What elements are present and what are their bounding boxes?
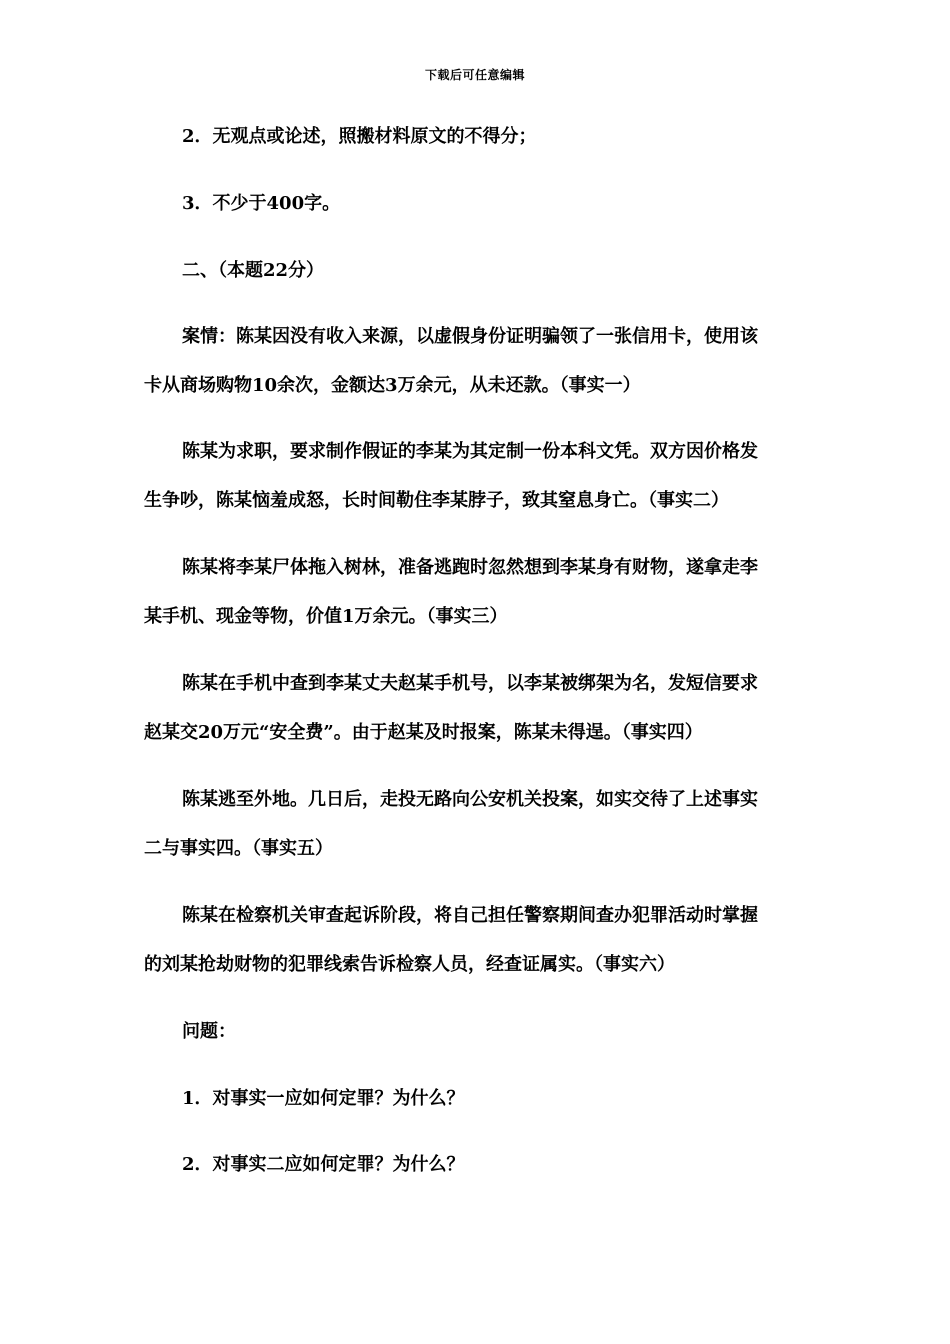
question-2: 2．对事实二应如何定罪？为什么？: [182, 1154, 465, 1175]
page-header: 下载后可任意编辑: [424, 68, 525, 82]
question-1: 1．对事实一应如何定罪？为什么？: [182, 1088, 465, 1109]
fact-3-line-1: 陈某将李某尸体拖入树林，准备逃跑时忽然想到李某身有财物，遂拿走李: [182, 557, 758, 578]
fact-3-line-2: 某手机、现金等物，价值1万余元。（事实三）: [144, 606, 508, 627]
case-paragraph-line-2: 卡从商场购物10余次，金额达3万余元，从未还款。（事实一）: [144, 375, 641, 396]
fact-5-line-1: 陈某逃至外地。几日后，走投无路向公安机关投案，如实交待了上述事实: [182, 789, 758, 810]
fact-6-line-1: 陈某在检察机关审查起诉阶段，将自己担任警察期间查办犯罪活动时掌握: [182, 905, 758, 926]
fact-4-line-1: 陈某在手机中查到李某丈夫赵某手机号，以李某被绑架为名，发短信要求: [182, 673, 758, 694]
section-2-title: 二、（本题22分）: [182, 260, 325, 281]
fact-2-line-2: 生争吵，陈某恼羞成怒，长时间勒住李某脖子，致其窒息身亡。（事实二）: [144, 490, 729, 511]
requirement-3: 3．不少于400字。: [182, 193, 341, 214]
case-paragraph-line-1: 案情：陈某因没有收入来源，以虚假身份证明骗领了一张信用卡，使用该: [182, 326, 758, 347]
fact-5-line-2: 二与事实四。（事实五）: [144, 838, 333, 859]
questions-label: 问题：: [182, 1021, 236, 1042]
requirement-2: 2．无观点或论述，照搬材料原文的不得分；: [182, 126, 537, 147]
fact-4-line-2: 赵某交20万元“安全费”。由于赵某及时报案，陈某未得逞。（事实四）: [144, 722, 703, 743]
fact-6-line-2: 的刘某抢劫财物的犯罪线索告诉检察人员，经查证属实。（事实六）: [144, 954, 675, 975]
fact-2-line-1: 陈某为求职，要求制作假证的李某为其定制一份本科文凭。双方因价格发: [182, 441, 758, 462]
